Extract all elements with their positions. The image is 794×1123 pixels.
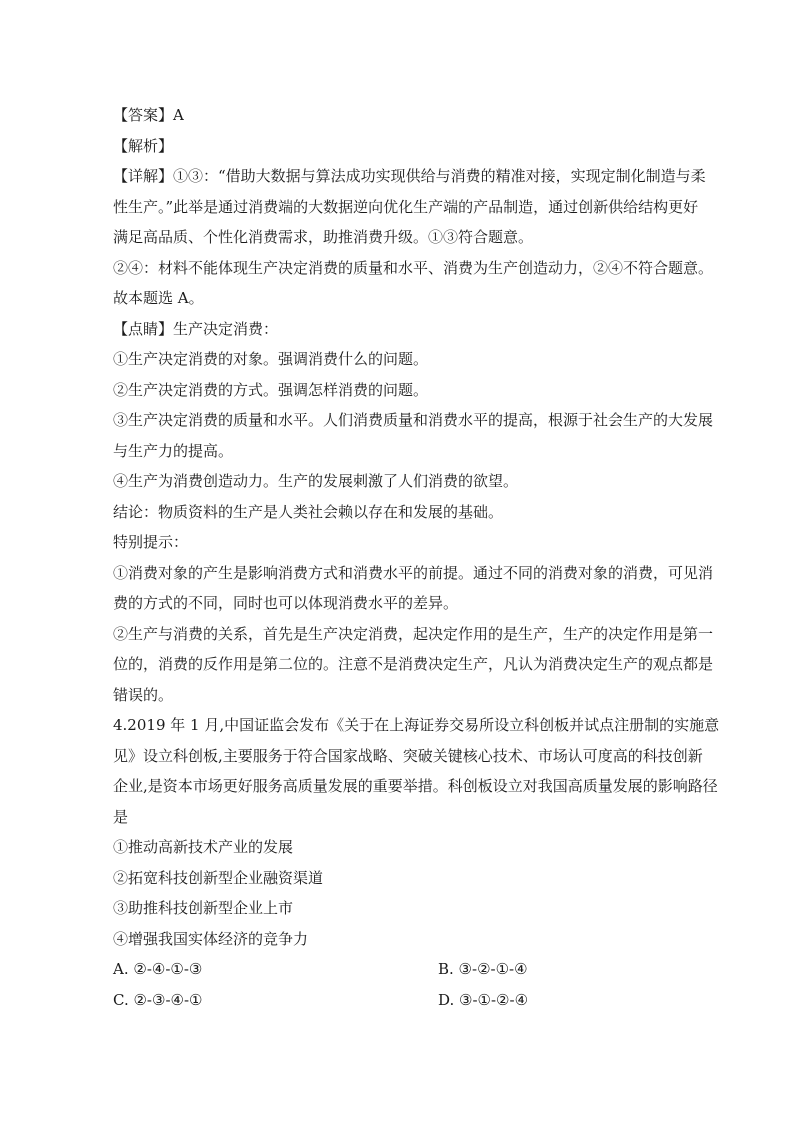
option-row-ab [113,954,683,985]
analysis-heading: 【解析】 [113,136,174,155]
tip-line: ①生产决定消费的对象。强调消费什么的问题。 [113,350,429,368]
document-page [113,100,720,1015]
stem-line: 见》设立科创板,主要服务于符合国家战略、突破关键核心技术、市场认可度高的科技创新 [113,746,703,765]
tip-line: 结论：物质资料的生产是人类社会赖以存在和发展的基础。 [113,502,504,521]
tip-line: ②生产决定消费的方式。强调怎样消费的问题。 [113,380,429,399]
question-stem [113,710,720,832]
stem-line: 企业,是资本市场更好服务高质量发展的重要举措。科创板设立对我国高质量发展的影响路径 [113,777,718,795]
tip-line: 错误的。 [113,685,174,704]
detail-line: ②④：材料不能体现生产决定消费的质量和水平、消费为生产创造动力，②④不符合题意。 [113,258,714,277]
stem-line: 是 [113,807,129,826]
tip-line: 与生产力的提高。 [113,441,234,460]
tip-line: ②生产与消费的关系，首先是生产决定消费，起决定作用的是生产，生产的决定作用是第一 [113,624,714,643]
tip-line: ①消费对象的产生是影响消费方式和消费水平的前提。通过不同的消费对象的消费，可见消 [113,563,714,582]
question-items [113,832,683,954]
tip-line: 特别提示： [113,533,189,551]
option-c[interactable]: C. ②-③-④-① [113,990,203,1009]
stem-line: 4.2019 年 1 月,中国证监会发布《关于在上海证券交易所设立科创板并试点注册制的实施意 [113,716,720,734]
tip-line: 【点睛】生产决定消费： [113,319,279,338]
option-row-cd [113,985,683,1016]
tip-line: 位的，消费的反作用是第二位的。注意不是消费决定生产，凡认为消费决定生产的观点都是 [113,655,714,673]
option-b[interactable]: B. ③-②-①-④ [438,960,528,978]
detail-line: 【详解】①③：“借助大数据与算法成功实现供给与消费的精准对接，实现定制化制造与柔 [113,167,706,185]
detail-paragraph [113,161,714,314]
detail-line: 故本题选 A。 [113,289,204,307]
question-item: ②拓宽科技创新型企业融资渠道 [113,868,324,887]
option-a[interactable]: A. ②-④-①-③ [113,960,203,978]
detail-line: 满足高品质、个性化消费需求，助推消费升级。①③符合题意。 [113,228,534,246]
question-item: ④增强我国实体经济的竞争力 [113,929,309,948]
tip-line: ④生产为消费创造动力。生产的发展刺激了人们消费的欲望。 [113,472,519,490]
question-item: ①推动高新技术产业的发展 [113,838,294,856]
question-item: ③助推科技创新型企业上市 [113,899,294,917]
answer-line: 【答案】A [113,106,184,124]
tip-section [113,314,714,711]
detail-line: 性生产。”此举是通过消费端的大数据逆向优化生产端的产品制造，通过创新供给结构更好 [113,197,699,216]
option-d[interactable]: D. ③-①-②-④ [438,990,529,1009]
tip-line: ③生产决定消费的质量和水平。人们消费质量和消费水平的提高，根源于社会生产的大发展 [113,411,714,429]
tip-line: 费的方式的不同，同时也可以体现消费水平的差异。 [113,594,459,612]
